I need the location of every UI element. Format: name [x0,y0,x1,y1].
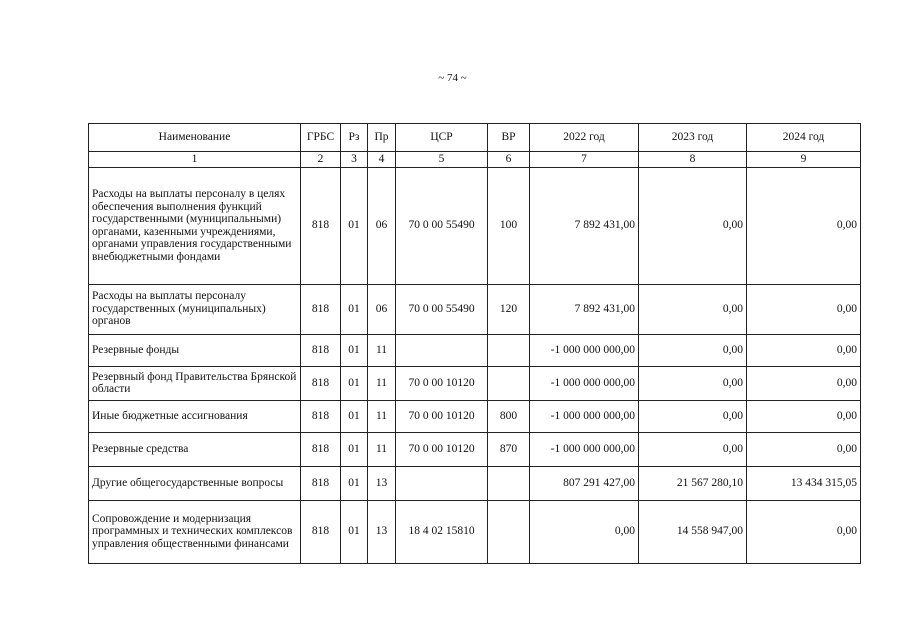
row-grbs: 818 [301,334,341,366]
row-2022: 7 892 431,00 [530,167,639,284]
row-rz: 01 [341,466,368,500]
row-2023: 0,00 [639,400,747,432]
header-vr: ВР [488,124,530,152]
row-vr [488,466,530,500]
row-csr [396,334,488,366]
row-csr: 70 0 00 55490 [396,167,488,284]
column-number: 9 [747,152,861,168]
row-2024: 0,00 [747,167,861,284]
row-rz: 01 [341,500,368,563]
row-pr: 06 [368,284,396,334]
row-2022: -1 000 000 000,00 [530,366,639,400]
row-grbs: 818 [301,400,341,432]
budget-table [88,123,861,564]
table-row [89,432,861,466]
row-2023: 14 558 947,00 [639,500,747,563]
row-grbs: 818 [301,466,341,500]
row-csr: 18 4 02 15810 [396,500,488,563]
row-2023: 0,00 [639,432,747,466]
row-2022: -1 000 000 000,00 [530,432,639,466]
row-name: Сопровождение и модернизация программных и технических комплексов управления общественными финансами [89,500,301,563]
row-2022: -1 000 000 000,00 [530,400,639,432]
header-2024: 2024 год [747,124,861,152]
row-grbs: 818 [301,366,341,400]
row-rz: 01 [341,432,368,466]
row-vr: 120 [488,284,530,334]
row-rz: 01 [341,284,368,334]
row-csr: 70 0 00 10120 [396,432,488,466]
row-pr: 11 [368,334,396,366]
row-2023: 0,00 [639,366,747,400]
table-row [89,284,861,334]
column-number: 2 [301,152,341,168]
row-pr: 13 [368,500,396,563]
row-2024: 0,00 [747,366,861,400]
row-2024: 13 434 315,05 [747,466,861,500]
table-row [89,466,861,500]
header-2023: 2023 год [639,124,747,152]
page-number: ~ 74 ~ [438,72,467,84]
row-vr [488,500,530,563]
row-rz: 01 [341,366,368,400]
row-2023: 0,00 [639,334,747,366]
row-csr: 70 0 00 10120 [396,400,488,432]
row-csr [396,466,488,500]
row-2022: -1 000 000 000,00 [530,334,639,366]
row-2022: 7 892 431,00 [530,284,639,334]
header-row [89,124,861,152]
row-2023: 0,00 [639,167,747,284]
row-name: Иные бюджетные ассигнования [89,400,301,432]
table-row [89,334,861,366]
row-name: Резервный фонд Правительства Брянской области [89,366,301,400]
row-vr: 800 [488,400,530,432]
table-row [89,400,861,432]
row-pr: 13 [368,466,396,500]
header-rz: Рз [341,124,368,152]
row-2023: 0,00 [639,284,747,334]
header-name: Наименование [89,124,301,152]
row-2024: 0,00 [747,432,861,466]
header-2022: 2022 год [530,124,639,152]
row-pr: 06 [368,167,396,284]
row-pr: 11 [368,432,396,466]
row-grbs: 818 [301,284,341,334]
row-2023: 21 567 280,10 [639,466,747,500]
row-name: Расходы на выплаты персоналу государственных (муниципальных) органов [89,284,301,334]
row-2024: 0,00 [747,500,861,563]
row-2024: 0,00 [747,400,861,432]
row-2022: 0,00 [530,500,639,563]
column-number: 6 [488,152,530,168]
row-rz: 01 [341,400,368,432]
row-2022: 807 291 427,00 [530,466,639,500]
row-grbs: 818 [301,500,341,563]
column-number: 8 [639,152,747,168]
row-vr [488,366,530,400]
row-rz: 01 [341,167,368,284]
header-pr: Пр [368,124,396,152]
column-number: 5 [396,152,488,168]
column-number: 7 [530,152,639,168]
row-rz: 01 [341,334,368,366]
header-csr: ЦСР [396,124,488,152]
column-number-row [89,152,861,168]
column-number: 3 [341,152,368,168]
table-row [89,167,861,284]
row-vr [488,334,530,366]
row-grbs: 818 [301,167,341,284]
row-csr: 70 0 00 10120 [396,366,488,400]
row-vr: 870 [488,432,530,466]
column-number: 1 [89,152,301,168]
column-number: 4 [368,152,396,168]
row-2024: 0,00 [747,284,861,334]
header-grbs: ГРБС [301,124,341,152]
row-pr: 11 [368,400,396,432]
row-2024: 0,00 [747,334,861,366]
table-row [89,366,861,400]
row-name: Другие общегосударственные вопросы [89,466,301,500]
row-pr: 11 [368,366,396,400]
row-name: Резервные фонды [89,334,301,366]
row-grbs: 818 [301,432,341,466]
row-csr: 70 0 00 55490 [396,284,488,334]
row-name: Расходы на выплаты персоналу в целях обеспечения выполнения функций государственными (муниципальными) органами, казенными учреждениями, органами управления государственными внебюджетными фондами [89,167,301,284]
table-row [89,500,861,563]
row-vr: 100 [488,167,530,284]
row-name: Резервные средства [89,432,301,466]
